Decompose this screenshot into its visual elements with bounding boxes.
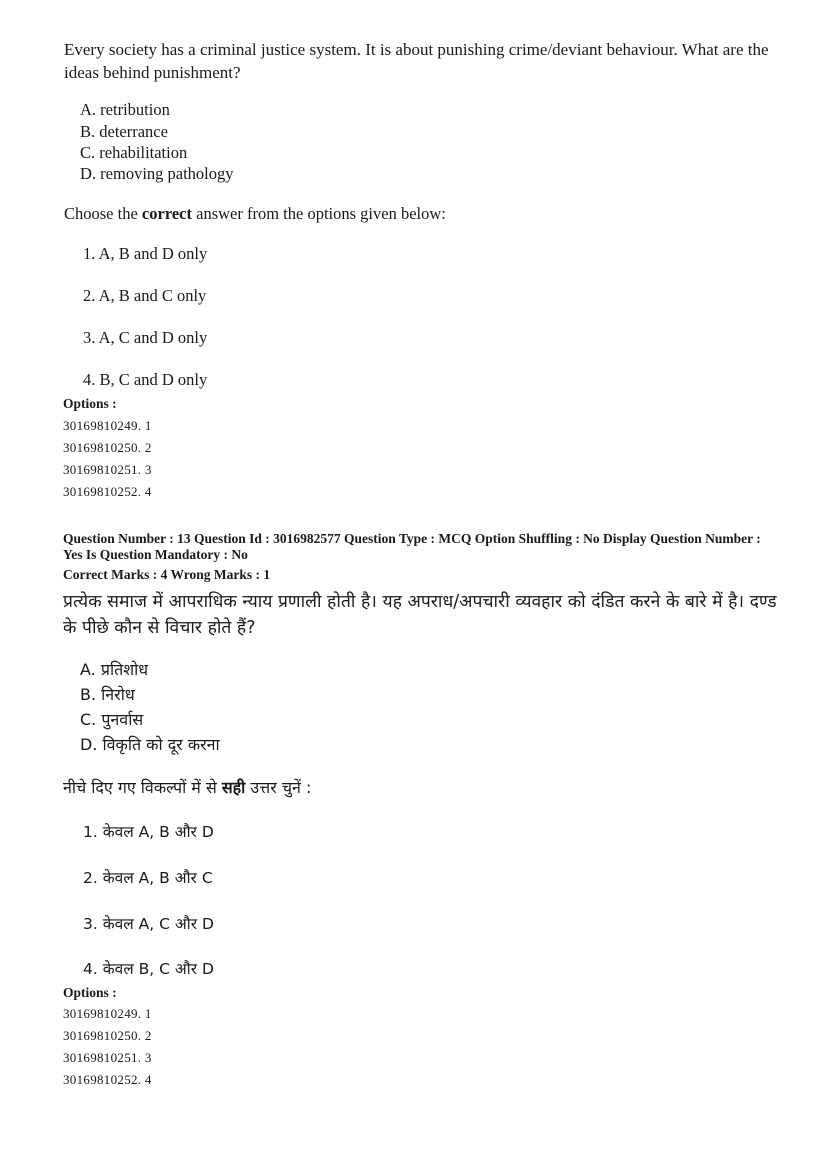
q13-statement-b: B. निरोध [80, 685, 135, 704]
q12-question-text: Every society has a criminal justice system. It is about punishing crime/deviant behaviour. What are the ideas behind punishment? [64, 40, 769, 82]
q12-statement-a: A. retribution [80, 100, 170, 119]
q13-choice-3: 3. केवल A, C और D [83, 915, 214, 933]
q13-instruction-before: नीचे दिए गए विकल्पों में से [63, 778, 222, 797]
q13-option-id-1: 30169810249. 1 [63, 1006, 152, 1021]
q12-choice-1: 1. A, B and D only [83, 244, 208, 263]
q12-statement-c: C. rehabilitation [80, 143, 188, 162]
q12-statement-b: B. deterrance [80, 122, 168, 141]
q12-option-id-2: 30169810250. 2 [63, 440, 152, 455]
q13-choice-4: 4. केवल B, C और D [83, 960, 214, 978]
q13-options-label: Options : [63, 985, 117, 1000]
q13-marks-info: Correct Marks : 4 Wrong Marks : 1 [63, 567, 271, 582]
q12-option-id-1: 30169810249. 1 [63, 418, 152, 433]
q12-instruction-bold: correct [141, 204, 192, 223]
q12-option-id-4: 30169810252. 4 [63, 484, 152, 499]
q12-option-id-3: 30169810251. 3 [63, 462, 152, 477]
q13-option-id-3: 30169810251. 3 [63, 1050, 152, 1065]
q12-instruction [64, 204, 446, 224]
q12-instruction-before: Choose the [64, 204, 142, 223]
q13-meta-info: Question Number : 13 Question Id : 3016982577 Question Type : MCQ Option Shuffling : No Display Question Number : Yes Is Question Mandatory : No [63, 531, 761, 562]
q12-choice-3: 3. A, C and D only [83, 328, 208, 347]
q13-statement-a: A. प्रतिशोध [80, 660, 149, 679]
q13-instruction [63, 776, 311, 798]
q13-instruction-bold: सही [221, 778, 246, 797]
q13-option-id-2: 30169810250. 2 [63, 1028, 152, 1043]
q13-question-text: प्रत्येक समाज में आपराधिक न्याय प्रणाली होती है। यह अपराध/अपचारी व्यवहार को दंडित करने के बारे में है। दण्ड के पीछे कौन से विचार होते हैं? [63, 592, 777, 638]
q12-options-label: Options : [63, 396, 117, 411]
q13-choice-1: 1. केवल A, B और D [83, 823, 214, 841]
q13-statement-d: D. विकृति को दूर करना [80, 735, 220, 754]
q12-statement-d: D. removing pathology [80, 164, 234, 183]
q13-option-id-4: 30169810252. 4 [63, 1072, 152, 1087]
q13-instruction-after: उत्तर चुनें : [245, 778, 312, 797]
q12-choice-2: 2. A, B and C only [83, 286, 207, 305]
q12-choice-4: 4. B, C and D only [83, 370, 208, 389]
q13-choice-2: 2. केवल A, B और C [83, 869, 213, 887]
q13-statement-c: C. पुनर्वास [80, 710, 144, 729]
q12-instruction-after: answer from the options given below: [192, 204, 446, 223]
